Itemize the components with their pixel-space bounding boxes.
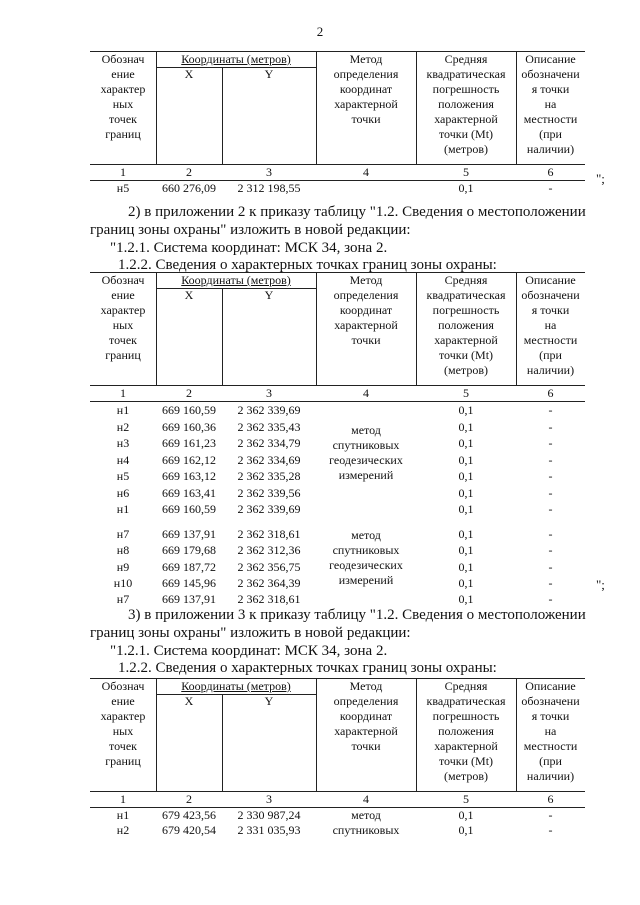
description-value: -	[548, 452, 553, 467]
col-divider	[222, 289, 223, 385]
section-2-system: "1.2.1. Система координат: МСК 34, зона 2.	[110, 240, 388, 256]
table-row	[90, 808, 585, 823]
col-number: 5	[463, 792, 469, 806]
y-coordinate: 2 362 335,28	[237, 469, 301, 483]
col-designation-header: Обознач ение характер ных точек границ	[100, 52, 146, 141]
error-value: 0,1	[458, 808, 474, 822]
col-divider	[222, 68, 223, 164]
error-value: 0,1	[458, 181, 474, 195]
col-divider	[516, 52, 517, 164]
y-header: Y	[264, 288, 274, 302]
point-id: н1	[116, 502, 130, 516]
method-header: Метод определения координат характерной точки	[333, 679, 399, 753]
table-row	[90, 469, 585, 484]
point-id: н7	[116, 527, 130, 541]
x-coordinate: 669 161,23	[162, 436, 216, 450]
section-3-line-1: 3) в приложении 3 к приказу таблицу "1.2. Сведения о местоположении	[128, 607, 586, 623]
table-row	[90, 502, 585, 517]
table-header	[90, 272, 585, 386]
col-number: 6	[547, 792, 554, 806]
point-id: н4	[116, 452, 130, 467]
column-numbers-row	[90, 165, 585, 181]
method-cell: спутниковых	[332, 823, 400, 837]
col-divider	[156, 273, 157, 385]
point-id: н5	[116, 181, 130, 195]
x-coordinate: 660 276,09	[162, 181, 216, 195]
point-id: н2	[116, 419, 130, 434]
description-value: -	[548, 436, 553, 450]
col-designation-header: Обознач ение характер ных точек границ	[100, 273, 146, 362]
point-id: н2	[116, 823, 130, 837]
table-1	[90, 51, 585, 196]
y-coordinate: 2 362 339,69	[237, 502, 301, 516]
x-coordinate: 669 187,72	[162, 559, 216, 574]
description-header: Описание обозначени я точки на местности (при наличии)	[521, 273, 580, 377]
description-value: -	[548, 543, 553, 558]
error-value: 0,1	[458, 502, 474, 516]
col-divider	[416, 273, 417, 385]
table-header	[90, 51, 585, 165]
coords-header: Координаты (метров)	[181, 273, 291, 287]
x-header: X	[184, 67, 194, 81]
description-value: -	[548, 527, 553, 541]
y-coordinate: 2 330 987,24	[237, 808, 301, 822]
description-value: -	[548, 469, 553, 483]
table-row	[90, 823, 585, 838]
x-coordinate: 669 137,91	[162, 592, 216, 607]
method-cell-group-2: метод спутниковых геодезических измерений	[329, 528, 403, 587]
description-value: -	[548, 823, 553, 837]
section-3-line-2: границ зоны охраны" изложить в новой редакции:	[90, 625, 411, 641]
x-coordinate: 669 162,12	[162, 452, 216, 467]
method-header: Метод определения координат характерной точки	[333, 273, 399, 347]
table-row	[90, 436, 585, 451]
y-coordinate: 2 362 312,36	[237, 543, 301, 558]
description-value: -	[548, 808, 553, 822]
y-coordinate: 2 362 356,75	[237, 559, 301, 574]
table-2-closing: ";	[596, 577, 605, 592]
col-divider	[156, 679, 157, 791]
col-number: 6	[547, 165, 554, 179]
x-coordinate: 669 160,59	[162, 403, 216, 417]
col-divider	[416, 52, 417, 164]
x-coordinate: 679 423,56	[162, 808, 216, 822]
col-number: 5	[463, 386, 469, 400]
description-value: -	[548, 181, 553, 195]
error-value: 0,1	[458, 559, 474, 574]
error-value: 0,1	[458, 485, 474, 500]
col-number: 3	[266, 165, 272, 179]
col-designation-header: Обознач ение характер ных точек границ	[100, 679, 146, 768]
error-value: 0,1	[458, 419, 474, 434]
col-number: 3	[266, 792, 272, 806]
table-row	[90, 420, 585, 435]
error-value: 0,1	[458, 527, 474, 541]
y-coordinate: 2 362 334,69	[237, 452, 301, 467]
coords-header: Координаты (метров)	[181, 52, 291, 66]
description-value: -	[548, 419, 553, 434]
table-3-rows	[90, 808, 585, 838]
description-header: Описание обозначени я точки на местности (при наличии)	[521, 679, 580, 783]
x-coordinate: 679 420,54	[162, 823, 216, 837]
error-value: 0,1	[458, 823, 474, 837]
x-coordinate: 669 163,41	[162, 485, 216, 500]
y-coordinate: 2 362 334,79	[237, 436, 301, 450]
point-id: н5	[116, 469, 130, 483]
error-value: 0,1	[458, 575, 474, 590]
col-number: 4	[363, 386, 369, 400]
method-header: Метод определения координат характерной точки	[333, 52, 399, 126]
error-value: 0,1	[458, 543, 474, 558]
point-id: н7	[116, 592, 130, 607]
col-number: 3	[266, 386, 272, 400]
col-divider	[416, 679, 417, 791]
col-number: 5	[463, 165, 469, 179]
x-coordinate: 669 179,68	[162, 543, 216, 558]
x-coordinate: 669 137,91	[162, 527, 216, 541]
method-cell-group-1: метод спутниковых геодезических измерений	[329, 423, 403, 482]
column-numbers-row	[90, 792, 585, 808]
error-value: 0,1	[458, 436, 474, 450]
table-3	[90, 678, 585, 838]
error-value: 0,1	[458, 469, 474, 483]
y-coordinate: 2 331 035,93	[237, 823, 301, 837]
point-id: н1	[116, 808, 130, 822]
description-value: -	[548, 592, 553, 607]
x-header: X	[184, 288, 194, 302]
point-id: н3	[116, 436, 130, 450]
page-number: 2	[316, 24, 324, 39]
method-cell: метод	[351, 808, 381, 822]
point-id: н1	[116, 403, 130, 417]
description-value: -	[548, 403, 553, 417]
description-value: -	[548, 502, 553, 516]
point-id: н6	[116, 485, 130, 500]
table-2-rows	[90, 402, 585, 607]
description-header: Описание обозначени я точки на местности (при наличии)	[521, 52, 580, 156]
error-header: Средняя квадратическая погрешность положения характерной точки (Mt) (метров)	[426, 679, 506, 783]
section-3-system: "1.2.1. Система координат: МСК 34, зона 2.	[110, 643, 388, 659]
description-value: -	[548, 485, 553, 500]
error-header: Средняя квадратическая погрешность положения характерной точки (Mt) (метров)	[426, 52, 506, 156]
y-coordinate: 2 312 198,55	[237, 181, 301, 195]
table-row	[90, 527, 585, 542]
table-row	[90, 592, 585, 607]
col-number: 2	[186, 792, 192, 806]
x-coordinate: 669 160,36	[162, 419, 216, 434]
col-number: 1	[120, 792, 126, 806]
coords-header: Координаты (метров)	[181, 679, 291, 693]
col-number: 4	[363, 165, 369, 179]
table-row	[90, 543, 585, 558]
x-coordinate: 669 160,59	[162, 502, 216, 516]
error-value: 0,1	[458, 452, 474, 467]
section-2-line-2: границ зоны охраны" изложить в новой редакции:	[90, 222, 411, 238]
table-2	[90, 272, 585, 607]
y-header: Y	[264, 694, 274, 708]
col-number: 6	[547, 386, 554, 400]
col-divider	[316, 679, 317, 791]
col-divider	[156, 52, 157, 164]
table-1-closing: ";	[596, 171, 605, 186]
point-id: н10	[113, 575, 133, 590]
col-divider	[516, 273, 517, 385]
col-divider	[516, 679, 517, 791]
y-coordinate: 2 362 339,56	[237, 485, 301, 500]
x-coordinate: 669 163,12	[162, 469, 216, 483]
col-number: 4	[363, 792, 369, 806]
col-number: 1	[120, 386, 126, 400]
table-row	[90, 576, 585, 591]
col-number: 1	[120, 165, 126, 179]
column-numbers-row	[90, 386, 585, 402]
col-number: 2	[186, 386, 192, 400]
section-3-caption: 1.2.2. Сведения о характерных точках границ зоны охраны:	[118, 660, 497, 676]
description-value: -	[548, 559, 553, 574]
table-row	[90, 560, 585, 575]
col-divider	[316, 273, 317, 385]
col-divider	[316, 52, 317, 164]
section-2-caption: 1.2.2. Сведения о характерных точках границ зоны охраны:	[118, 257, 497, 273]
y-coordinate: 2 362 318,61	[237, 527, 301, 541]
table-header	[90, 678, 585, 792]
table-row	[90, 453, 585, 468]
y-coordinate: 2 362 339,69	[237, 403, 301, 417]
table-1-rows	[90, 181, 585, 196]
y-coordinate: 2 362 335,43	[237, 419, 301, 434]
col-divider	[222, 695, 223, 791]
section-2-line-1: 2) в приложении 2 к приказу таблицу "1.2. Сведения о местоположении	[128, 204, 586, 220]
y-header: Y	[264, 67, 274, 81]
error-value: 0,1	[458, 403, 474, 417]
error-value: 0,1	[458, 592, 474, 607]
x-coordinate: 669 145,96	[162, 575, 216, 590]
error-header: Средняя квадратическая погрешность положения характерной точки (Mt) (метров)	[426, 273, 506, 377]
table-row	[90, 403, 585, 418]
table-row	[90, 486, 585, 501]
point-id: н8	[116, 543, 130, 558]
y-coordinate: 2 362 364,39	[237, 575, 301, 590]
table-row	[90, 181, 585, 196]
x-header: X	[184, 694, 194, 708]
description-value: -	[548, 575, 553, 590]
col-number: 2	[186, 165, 192, 179]
y-coordinate: 2 362 318,61	[237, 592, 301, 607]
point-id: н9	[116, 559, 130, 574]
